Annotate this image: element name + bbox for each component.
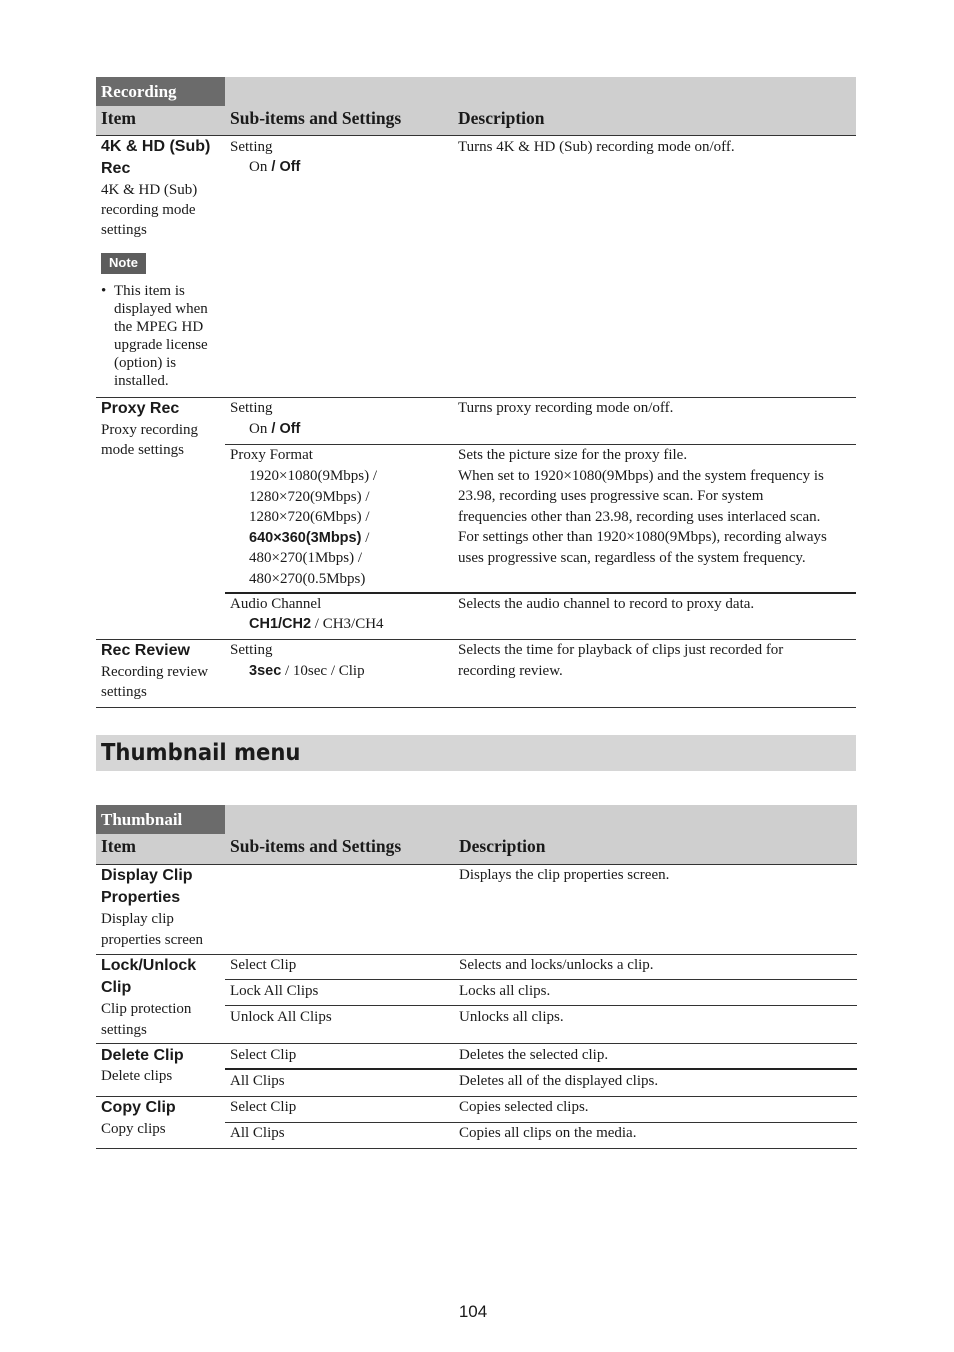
page-number: 104 bbox=[458, 1302, 488, 1321]
item-description: Delete clips bbox=[101, 1068, 173, 1084]
sub-row-rule bbox=[225, 1005, 857, 1006]
description-text: Selects the time for playback of clips just recorded for recording review. bbox=[458, 642, 784, 679]
description-text: Deletes the selected clip. bbox=[459, 1047, 609, 1063]
table-tag: Recording bbox=[96, 77, 225, 106]
table-tag: Thumbnail bbox=[96, 805, 225, 834]
sub-item-label: Select Clip bbox=[230, 1099, 297, 1115]
sub-item-label: All Clips bbox=[230, 1073, 285, 1089]
column-header-sub-items: Sub-items and Settings bbox=[230, 836, 402, 856]
table-bottom-rule bbox=[96, 1148, 857, 1149]
sub-item-audio-channel: Audio Channel bbox=[230, 596, 322, 612]
column-header-item: Item bbox=[101, 836, 136, 856]
item-title: 4K & HD (Sub) Rec bbox=[101, 138, 211, 177]
description-text: Displays the clip properties screen. bbox=[459, 867, 670, 883]
sub-row-rule bbox=[225, 1068, 857, 1070]
item-description: Proxy recording mode settings bbox=[101, 422, 199, 458]
column-header-sub-items: Sub-items and Settings bbox=[230, 108, 402, 128]
sub-item-proxy-format: Proxy Format bbox=[230, 447, 313, 463]
description-text: Turns 4K & HD (Sub) recording mode on/off. bbox=[458, 139, 735, 155]
sub-item-setting: Setting bbox=[230, 139, 273, 155]
sub-item-label: Select Clip bbox=[230, 957, 297, 973]
description-text: Selects and locks/unlocks a clip. bbox=[459, 957, 654, 973]
item-description: Display clip properties screen bbox=[101, 911, 204, 948]
sub-item-setting: Setting bbox=[230, 642, 273, 658]
setting-options: On / Off bbox=[249, 421, 301, 437]
sub-item-label: Select Clip bbox=[230, 1047, 297, 1063]
setting-options: On / Off bbox=[249, 159, 301, 175]
setting-options: 3sec / 10sec / Clip bbox=[249, 663, 365, 679]
description-text: Deletes all of the displayed clips. bbox=[459, 1073, 659, 1089]
column-header-description: Description bbox=[458, 108, 545, 128]
item-title: Copy Clip bbox=[101, 1099, 176, 1116]
item-description: Recording review settings bbox=[101, 664, 209, 700]
row-rule bbox=[96, 1043, 857, 1044]
item-description: Clip protection settings bbox=[101, 1001, 192, 1038]
sub-item-label: All Clips bbox=[230, 1125, 285, 1141]
description-text: Sets the picture size for the proxy file. When set to 1920×1080(9Mbps) and the system frequency is 23.98, recording uses progressive scan. For system frequencies other than 23.98, recording uses interlaced scan. For settings other than 1920×1080(9Mbps), recording always uses progressive scan, regardless of the system frequency. bbox=[458, 447, 827, 566]
note-bullet: • bbox=[101, 283, 107, 299]
item-title: Delete Clip bbox=[101, 1047, 184, 1064]
sub-row-rule bbox=[225, 979, 857, 980]
proxy-format-options: 1920×1080(9Mbps) / 1280×720(9Mbps) / 1280×720(6Mbps) / 640×360(3Mbps) / 480×270(1Mbps) / 480×270(0.5Mbps) bbox=[249, 468, 378, 587]
audio-channel-options: CH1/CH2 / CH3/CH4 bbox=[249, 616, 384, 632]
item-title: Rec Review bbox=[101, 642, 190, 659]
description-text: Copies all clips on the media. bbox=[459, 1125, 637, 1141]
item-description: 4K & HD (Sub) recording mode settings bbox=[101, 182, 198, 238]
note-text: This item is displayed when the MPEG HD upgrade license (option) is installed. bbox=[114, 283, 208, 389]
item-description: Copy clips bbox=[101, 1121, 166, 1137]
item-title: Proxy Rec bbox=[101, 400, 180, 417]
sub-item-label: Lock All Clips bbox=[230, 983, 319, 999]
description-text: Turns proxy recording mode on/off. bbox=[458, 400, 674, 416]
note-badge: Note bbox=[101, 253, 146, 274]
sub-item-label: Unlock All Clips bbox=[230, 1009, 332, 1025]
sub-item-setting: Setting bbox=[230, 400, 273, 416]
description-text: Selects the audio channel to record to proxy data. bbox=[458, 596, 755, 612]
description-text: Copies selected clips. bbox=[459, 1099, 589, 1115]
column-header-description: Description bbox=[459, 836, 546, 856]
table-bottom-rule bbox=[96, 707, 856, 708]
description-text: Locks all clips. bbox=[459, 983, 551, 999]
column-header-item: Item bbox=[101, 108, 136, 128]
item-title: Lock/Unlock Clip bbox=[101, 957, 197, 996]
section-title: Thumbnail menu bbox=[101, 740, 301, 766]
description-text: Unlocks all clips. bbox=[459, 1009, 564, 1025]
item-title: Display Clip Properties bbox=[101, 867, 193, 906]
